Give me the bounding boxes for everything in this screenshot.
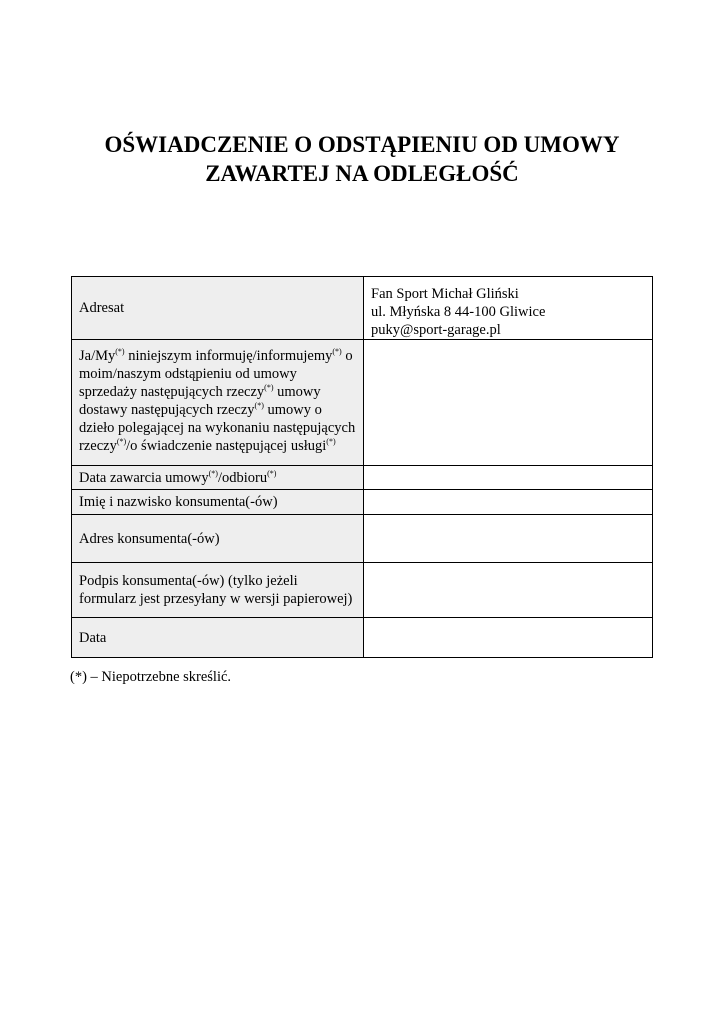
decl-part-6: /o świadczenie następującej usługi [126, 438, 327, 454]
contract-date-mark-2: (*) [267, 468, 277, 478]
date-label: Data [72, 618, 364, 658]
decl-part-3: o moim/naszym odstąpieniu od umowy sprzedaży następujących rzeczy [79, 348, 353, 400]
decl-mark-4: (*) [254, 401, 264, 410]
decl-mark-6: (*) [326, 437, 336, 446]
title-line-1: OŚWIADCZENIE O ODSTĄPIENIU OD UMOWY [104, 132, 620, 157]
decl-part-1: Ja/My [79, 348, 116, 364]
decl-mark-2: (*) [332, 347, 342, 356]
consumer-name-label: Imię i nazwisko konsumenta(-ów) [72, 490, 364, 515]
row-consumer-address [72, 515, 653, 563]
consumer-name-value[interactable] [364, 490, 653, 515]
signature-value[interactable] [364, 563, 653, 618]
decl-part-2: niniejszym informuję/informujemy [124, 348, 333, 364]
date-value[interactable] [364, 618, 653, 658]
signature-label: Podpis konsumenta(-ów) (tylko jeżeli formularz jest przesyłany w wersji papierowej) [72, 563, 364, 618]
contract-date-sep: /odbioru [217, 469, 268, 486]
document-title [60, 130, 664, 188]
declaration-value[interactable] [364, 340, 653, 466]
row-date [72, 618, 653, 658]
addressee-line-2: ul. Młyńska 8 44-100 Gliwice [371, 304, 546, 320]
decl-mark-5: (*) [116, 437, 127, 446]
contract-date-mark-1: (*) [208, 468, 218, 478]
consumer-address-label: Adres konsumenta(-ów) [72, 515, 364, 563]
declaration-label [72, 340, 364, 466]
row-addressee [72, 277, 653, 340]
row-declaration [72, 340, 653, 466]
contract-date-label [72, 466, 364, 490]
decl-part-5: umowy o dzieło polegającej na wykonaniu następujących rzeczy [79, 402, 356, 454]
addressee-line-1: Fan Sport Michał Gliński [371, 286, 519, 302]
addressee-value [364, 277, 653, 340]
withdrawal-form-table [71, 276, 653, 658]
row-signature [72, 563, 653, 618]
decl-mark-3: (*) [264, 383, 274, 392]
footnote: (*) – Niepotrzebne skreślić. [70, 669, 232, 685]
decl-mark-1: (*) [115, 347, 125, 356]
decl-part-4: umowy dostawy następujących rzeczy [79, 384, 321, 418]
addressee-label: Adresat [72, 277, 364, 340]
contract-date-value[interactable] [364, 466, 653, 490]
title-line-2: ZAWARTEJ NA ODLEGŁOŚĆ [205, 161, 519, 186]
consumer-address-value[interactable] [364, 515, 653, 563]
row-contract-date [72, 466, 653, 490]
contract-date-text: Data zawarcia umowy [79, 469, 209, 486]
row-consumer-name [72, 490, 653, 515]
addressee-line-3: puky@sport-garage.pl [371, 322, 501, 338]
